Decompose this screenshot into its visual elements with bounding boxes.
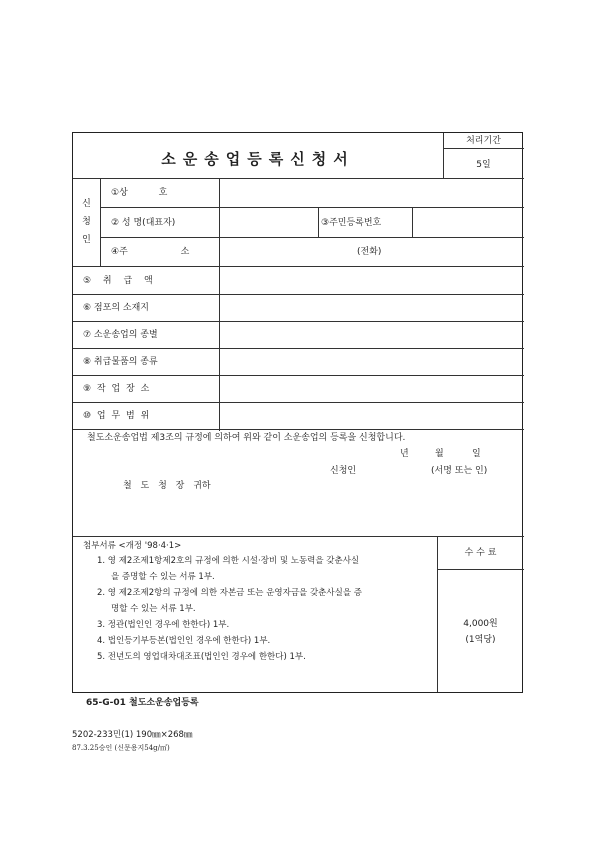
date-day: 일 xyxy=(472,449,481,459)
applicant-group-char-3: 인 xyxy=(82,235,91,245)
form-title: 소운송업등록신청서 xyxy=(161,150,355,168)
fee-amount: 4,000원 xyxy=(463,619,498,629)
fee-unit: (1역당) xyxy=(465,635,496,645)
business-type-field[interactable] xyxy=(219,321,524,348)
form-code: 65-G-01 철도소운송업등록 xyxy=(86,698,199,708)
goods-type-label: ⑧ 취급물품의 종류 xyxy=(83,357,158,367)
resident-no-divider-left xyxy=(318,207,319,237)
applicant-group-char-1: 신 xyxy=(82,199,91,209)
attachment-line-5: 3. 정관(법인인 경우에 한한다) 1부. xyxy=(97,620,230,630)
approval-number: 5202-233민(1) 190㎜×268㎜ xyxy=(72,730,193,740)
attachment-line-4: 명할 수 있는 서류 1부. xyxy=(111,604,196,614)
date-month: 월 xyxy=(435,449,444,459)
resident-number-field[interactable] xyxy=(412,207,524,237)
attachments-header: 첨부서류 <개정 '98·4·1> xyxy=(83,541,182,551)
store-location-label: ⑥ 점포의 소재지 xyxy=(83,303,149,313)
phone-label: (전화) xyxy=(357,247,382,257)
business-scope-label: ⑩ 업 무 범 위 xyxy=(83,411,150,421)
resident-number-label: ③주민등록번호 xyxy=(321,218,382,228)
business-type-label: ⑦ 소운송업의 종별 xyxy=(83,330,158,340)
representative-name-field[interactable] xyxy=(219,207,318,237)
applicant-group-char-2: 청 xyxy=(82,217,91,227)
trade-name-field[interactable] xyxy=(219,178,524,207)
attachment-line-3: 2. 영 제2조제2항의 규정에 의한 자본금 또는 운영자금을 갖춘사실을 증 xyxy=(97,588,362,598)
attachment-line-6: 4. 법인등기부등본(법인인 경우에 한한다) 1부. xyxy=(97,636,271,646)
business-scope-field[interactable] xyxy=(219,402,524,429)
fee-label: 수 수 료 xyxy=(464,548,497,558)
date-year: 년 xyxy=(400,449,409,459)
attachment-line-2: 을 증명할 수 있는 서류 1부. xyxy=(111,572,215,582)
signature-label: (서명 또는 인) xyxy=(431,466,488,476)
fee-column-divider xyxy=(437,536,438,692)
processing-period-value: 5일 xyxy=(476,160,491,170)
store-location-field[interactable] xyxy=(219,294,524,321)
declaration-text: 철도소운송업법 제3조의 규정에 의하여 위와 같이 소운송업의 등록을 신청합니다. xyxy=(87,433,406,443)
attachment-line-1: 1. 영 제2조제1항제2호의 규정에 의한 시설·장비 및 노동력을 갖춘사실 xyxy=(97,556,360,566)
registration-form xyxy=(72,132,523,693)
handling-amount-label: ⑤ 취 급 액 xyxy=(83,276,153,286)
workplace-field[interactable] xyxy=(219,375,524,402)
processing-period-label: 처리기간 xyxy=(466,136,501,146)
address-label: ④주 소 xyxy=(111,247,190,257)
workplace-label: ⑨ 작 업 장 소 xyxy=(83,384,150,394)
processing-divider xyxy=(443,148,524,149)
applicant-group-divider xyxy=(100,178,101,266)
approval-date: 87.3.25승인 (신문용지54g/㎡) xyxy=(72,744,170,752)
handling-amount-field[interactable] xyxy=(219,266,524,294)
applicant-label: 신청인 xyxy=(330,466,357,476)
recipient-text: 철 도 청 장 귀하 xyxy=(123,481,211,491)
fee-label-divider xyxy=(437,569,524,570)
row-line-9 xyxy=(73,429,524,430)
attachment-line-7: 5. 전년도의 영업대차대조표(법인인 경우에 한한다) 1부. xyxy=(97,652,306,662)
goods-type-field[interactable] xyxy=(219,348,524,375)
representative-name-label: ② 성 명(대표자) xyxy=(111,218,176,228)
attachments-top-line xyxy=(73,536,524,537)
trade-name-label: ①상 호 xyxy=(111,188,168,198)
